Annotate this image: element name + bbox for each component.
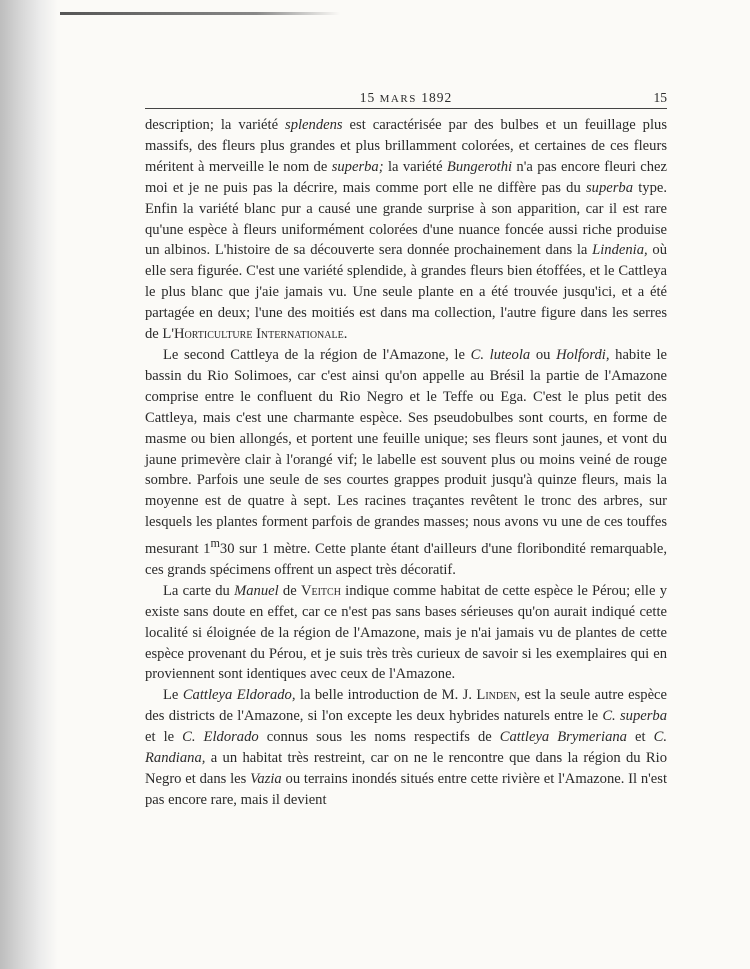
italic-run: superba; <box>331 158 384 175</box>
page-number: 15 <box>653 90 667 105</box>
text-run: est caractérisée par des bulbes et un feuillage plus massifs, des fleurs plus grandes et plus brillamment colorées, et certaines de ces fleurs méritent à merveille le nom de <box>145 117 668 175</box>
body-text <box>145 115 667 811</box>
small-caps-run: Linden <box>476 687 517 704</box>
paragraph-3 <box>145 581 667 686</box>
paragraph-4 <box>145 685 667 810</box>
text-run: type. Enfin la variété blanc pur a causé une grande surprise à son apparition, car il est rare qu'une espèce à fleurs uniformément colorées d'une nuance foncée aussi riche produise un albinos. L'histoire de sa découverte sera donnée prochainement dans la <box>145 179 667 259</box>
text-run: ou <box>530 346 557 363</box>
text-run: ou terrains inondés situés entre cette rivière et l'Amazone. Il n'est pas encore rare, mais il devient <box>145 770 667 808</box>
small-caps-run: Veitch <box>300 582 341 599</box>
text-run: La carte du <box>163 582 235 599</box>
italic-run: Cattleya Brymeriana <box>499 729 627 746</box>
text-run: et <box>626 729 654 746</box>
text-run: de <box>278 582 301 599</box>
italic-run: C. Eldorado <box>182 729 259 746</box>
italic-run: Vazia <box>250 770 282 787</box>
text-run: la variété <box>383 158 447 175</box>
header-date-day: 15 <box>359 90 376 105</box>
small-caps-run: Horticulture Internationale <box>173 326 344 343</box>
document-page <box>145 88 667 811</box>
italic-run: Holfordi, <box>556 346 610 363</box>
text-run: connus sous les noms respectifs de <box>258 729 500 746</box>
italic-run: C. Randiana, <box>145 729 667 767</box>
italic-run: Lindenia, <box>592 242 648 259</box>
italic-run: Manuel <box>234 582 279 599</box>
text-run: a un habitat très restreint, car on ne le rencontre que dans la région du Rio Negro et dans les <box>145 750 667 787</box>
italic-run: superba <box>585 179 633 196</box>
header-date <box>145 90 667 106</box>
scan-binding-shadow <box>0 0 58 969</box>
italic-run: Cattleya Eldorado, <box>182 687 296 704</box>
header-date-month: MARS <box>379 93 417 105</box>
italic-run: C. luteola <box>470 346 531 363</box>
text-run: description; la variété <box>145 117 286 133</box>
superscript-run: m <box>210 536 220 551</box>
paragraph-1 <box>145 115 667 345</box>
text-run: Le second Cattleya de la région de l'Amazone, le <box>163 346 471 363</box>
text-run: et le <box>145 729 183 746</box>
text-run: , est la seule autre espèce des districts de l'Amazone, si l'on excepte les deux hybrides naturels entre le <box>145 687 668 725</box>
text-run: habite le bassin du Rio Solimoes, car c'est ainsi qu'on appelle au Brésil la partie de l'Amazone comprise entre le confluent du Rio Negro et le Teffe ou Ega. C'est le plus petit des Cattleya, mais c'est une charmante espèce. Ses pseudobulbes sont courts, en forme de masme ou bien allongés, et portent une feuille unique; ses fleurs sont jaunes, et vont du jaune primevère clair à l'orangé vif; le labelle est souvent plus ou moins veiné de rouge sombre. Parfois une seule de ses courtes grappes produit jusqu'à quinze fleurs, mais la moyenne est de quatre à sept. Les racines traçantes revêtent le tronc des arbres, sur lesquels les plantes forment parfois de grandes masses; nous avons vu une de ces touffes mesurant 1 <box>145 346 667 557</box>
text-run: indique comme habitat de cette espèce le Pérou; elle y existe sans doute en effet, car ce n'est pas sans bases sérieuses qu'on aurait indiqué cette localité si éloignée de la région de l'Amazone, mais je n'ai jamais vu de plantes de cette espèce provenant du Pérou, et je suis très très curieux de savoir si les exemplaires qui en proviennent sont identiques avec ceux de l'Amazone. <box>145 582 668 683</box>
text-run: où elle sera figurée. C'est une variété splendide, à grandes fleurs bien étoffées, et le Cattleya le plus blanc que j'aie jamais vu. Une seule plante en a été trouvée jusqu'ici, et a été partagée en deux; l'une des moitiés est dans ma collection, l'autre figure dans les serres de L' <box>145 242 667 343</box>
italic-run: Bungerothi <box>446 158 513 175</box>
scan-edge-rule <box>60 12 340 15</box>
text-run: 30 sur 1 mètre. Cette plante étant d'ailleurs d'une floribondité remarquable, ces grands spécimens offrent un aspect très décoratif. <box>145 540 667 578</box>
running-head <box>145 88 667 109</box>
paragraph-2 <box>145 345 667 581</box>
text-run: Le <box>163 687 183 704</box>
text-run: la belle introduction de M. J. <box>295 687 477 704</box>
text-run: . <box>343 326 348 343</box>
italic-run: C. superba <box>602 708 667 725</box>
italic-run: splendens <box>285 117 343 133</box>
header-date-year: 1892 <box>421 90 453 105</box>
text-run: n'a pas encore fleuri chez moi et je ne puis pas la décrire, mais comme port elle ne diffère pas du <box>145 158 667 196</box>
